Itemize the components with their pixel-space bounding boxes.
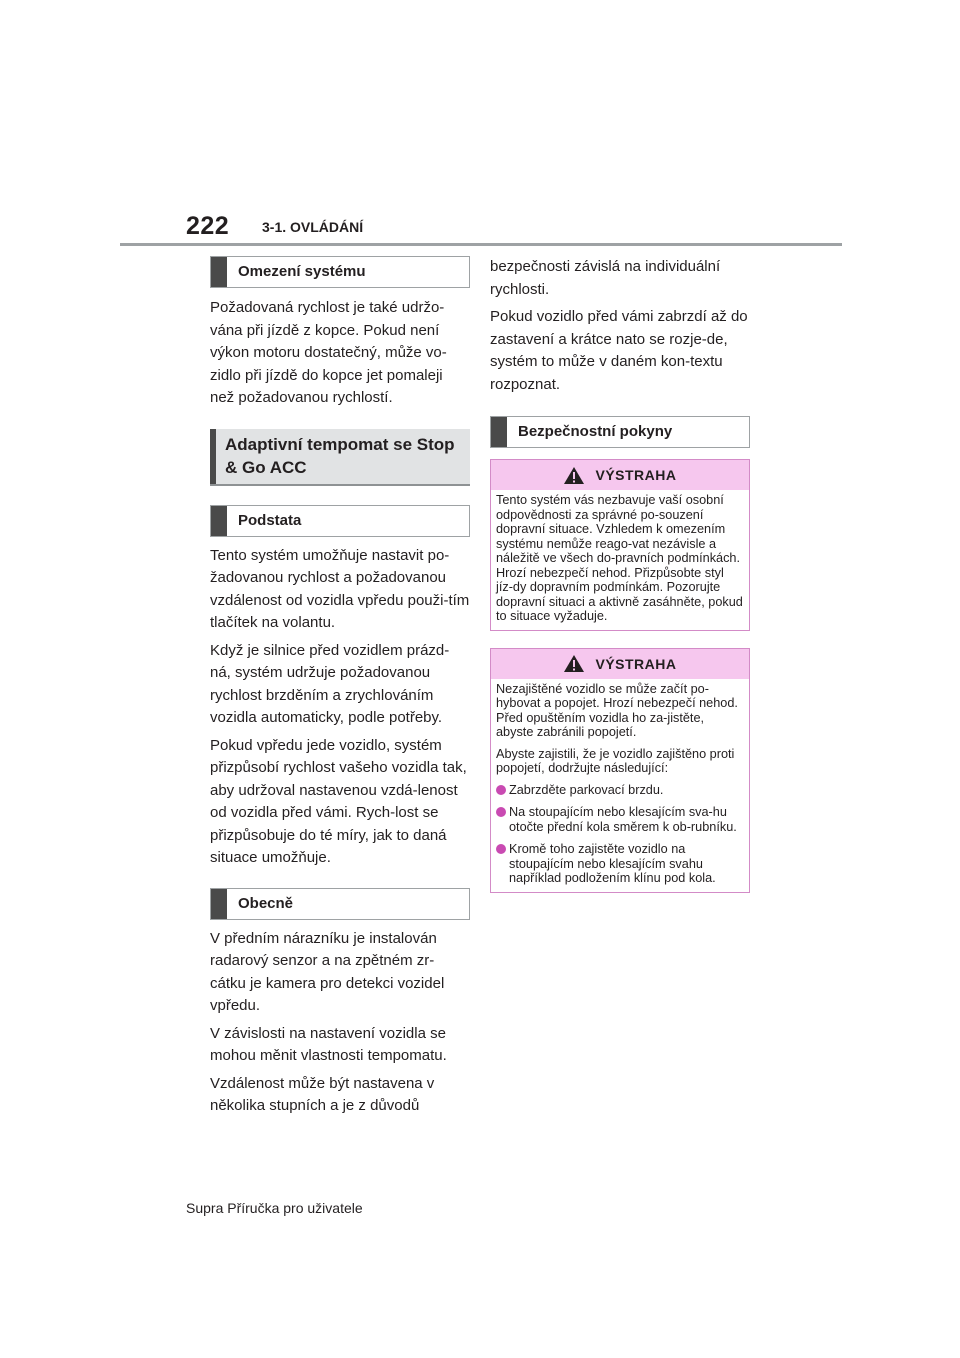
left-column	[210, 256, 470, 1118]
principle-paragraph: Tento systém umožňuje nastavit po-žadovanou rychlost a požadovanou vzdálenost od vozidla vpředu použi-tím tlačítek na volantu.	[210, 546, 470, 631]
page-number: 222	[186, 212, 230, 240]
general-paragraph: Vzdálenost může být nastavena v několika stupních a je z důvodů	[210, 1074, 435, 1114]
warning-triangle-icon	[563, 466, 585, 485]
warning-title	[491, 460, 749, 490]
warning-body	[491, 490, 749, 630]
general-paragraph: V předním nárazníku je instalován radarový senzor a na zpětném zr-cátku je kamera pro detekci vozidel vpředu.	[210, 929, 445, 1014]
list-item	[496, 805, 744, 834]
warning-title-text: VÝSTRAHA	[595, 467, 677, 483]
bullet-dot-icon	[496, 844, 506, 854]
footer-text: Supra Příručka pro uživatele	[186, 1200, 363, 1216]
principle-paragraph: Když je silnice před vozidlem prázd-ná, systém udržuje požadovanou rychlost brzděním a zrychlováním vozidla automaticky, podle potřeby.	[210, 641, 450, 726]
limits-text: Požadovaná rychlost je také udržo-vána při jízdě z kopce. Pokud není výkon motoru dostatečný, může vo-zidlo při jízdě do kopce jet pomaleji než požadovanou rychlostí.	[210, 299, 447, 406]
principle-section	[210, 545, 470, 870]
bullet-dot-icon	[496, 807, 506, 817]
warning-triangle-icon	[563, 654, 585, 673]
warning-box-1	[490, 459, 750, 631]
list-item-text: Zabrzděte parkovací brzdu.	[509, 782, 664, 797]
continuation-paragraph: Pokud vozidlo před vámi zabrzdí až do zastavení a krátce nato se rozje-de, systém to může v daném kon-textu rozpoznat.	[490, 308, 748, 393]
continuation-paragraph: bezpečnosti závislá na individuální rychlosti.	[490, 258, 721, 298]
warning-text: Abyste zajistili, že je vozidlo zajištěno proti popojetí, dodržujte následující:	[496, 746, 735, 775]
list-item-text: Kromě toho zajistěte vozidlo na stoupajícím nebo klesajícím svahu například podložením klínu pod kola.	[509, 842, 716, 885]
general-heading: Obecně	[210, 888, 470, 920]
general-section	[210, 928, 470, 1118]
principle-paragraph: Pokud vpředu jede vozidlo, systém přizpůsobí rychlost vašeho vozidla tak, aby udržoval nastavenou vzdá-lenost od vozidla před vámi. Rych-lost se přizpůsobuje do té míry, jak to daná situace umožňuje.	[210, 736, 467, 866]
right-column	[490, 256, 750, 893]
warning-title	[491, 649, 749, 679]
warning-body	[491, 679, 749, 892]
section-label: 3-1. OVLÁDÁNÍ	[262, 219, 364, 235]
general-paragraph: V závislosti na nastavení vozidla se mohou měnit vlastnosti tempomatu.	[210, 1024, 447, 1064]
bullet-dot-icon	[496, 785, 506, 795]
warning-text: Nezajištěné vozidlo se může začít po-hybovat a popojet. Hrozí nebezpečí nehod. Před opuštěním vozidla ho za-jistěte, abyste zabránili popojetí.	[496, 681, 738, 739]
list-item	[496, 783, 744, 798]
safety-heading: Bezpečnostní pokyny	[490, 416, 750, 448]
warning-text: Tento systém vás nezbavuje vaší osobní odpovědnosti za správné po-souzení dopravní situace. Vzhledem k omezením systému nemůže reago-vat nezávisle a náležitě ve všech do-pravních podmínkách. Hrozí nebezpečí nehod. Přizpůsobte styl jíz-dy dopravním podmínkám. Pozorujte dopravní situaci a aktivně zasáhněte, pokud to situace vyžaduje.	[496, 493, 743, 623]
warning-title-text: VÝSTRAHA	[595, 655, 677, 672]
limits-heading: Omezení systému	[210, 256, 470, 288]
warning-box-2	[490, 648, 750, 893]
header-rule	[120, 243, 842, 246]
list-item-text: Na stoupajícím nebo klesajícím sva-hu otočte přední kola směrem k ob-rubníku.	[509, 805, 737, 834]
list-item	[496, 842, 744, 886]
principle-heading: Podstata	[210, 505, 470, 537]
acc-major-heading: Adaptivní tempomat se Stop & Go ACC	[210, 429, 470, 486]
